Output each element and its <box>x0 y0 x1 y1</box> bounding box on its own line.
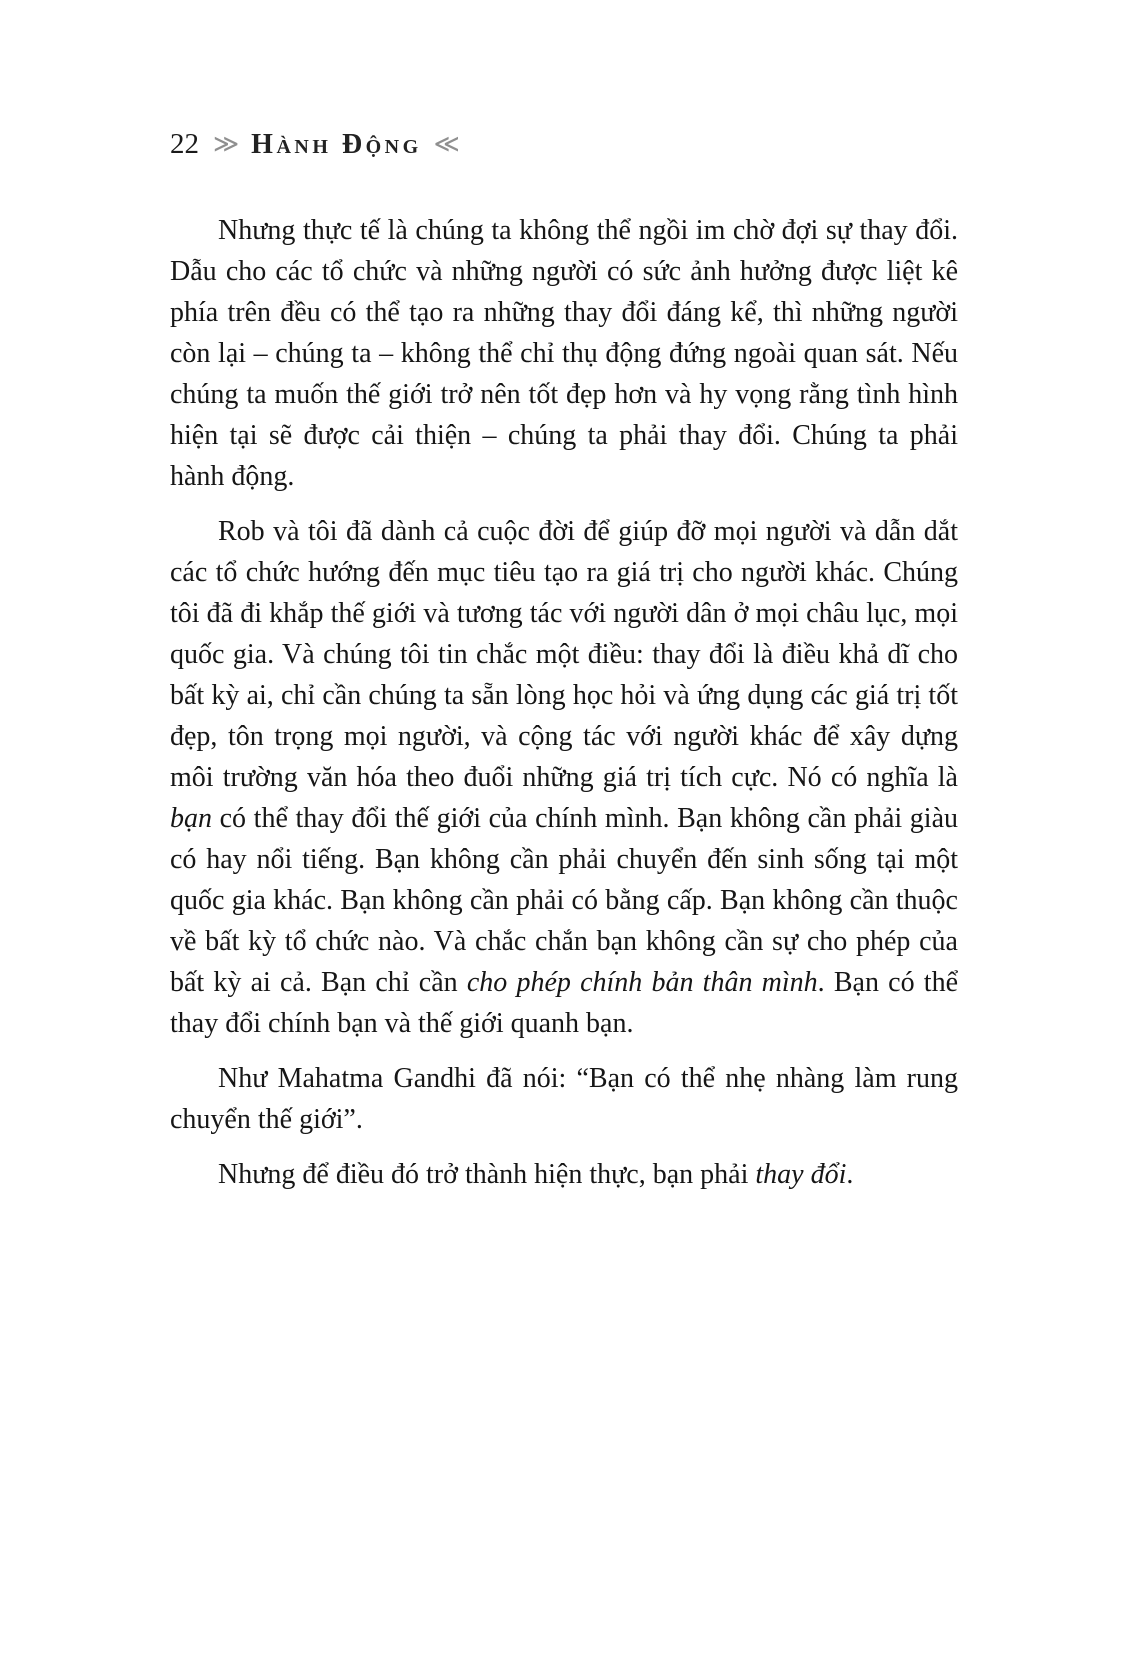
paragraph-4-text: . <box>846 1159 854 1190</box>
paragraph-2-emphasis-ban: bạn <box>170 803 212 834</box>
header-ornament-left-icon: ≫ <box>213 131 240 158</box>
paragraph-4 <box>170 1154 958 1195</box>
paragraph-2 <box>170 511 958 1044</box>
paragraph-4-emphasis-thay-doi: thay đổi <box>755 1159 847 1190</box>
paragraph-1 <box>170 210 958 497</box>
paragraph-2-text: . Bạn có thể thay đổi chính bạn và thế giới quanh bạn. <box>170 967 959 1039</box>
paragraph-2-emphasis-cho-phep: cho phép chính bản thân mình <box>466 967 818 998</box>
chapter-title: Hành Động <box>251 129 422 160</box>
paragraph-2-text: Rob và tôi đã dành cả cuộc đời để giúp đỡ mọi người và dẫn dắt các tổ chức hướng đến mục tiêu tạo ra giá trị cho người khác. Chúng tôi đã đi khắp thế giới và tương tác với người dân ở mọi châu lục, mọi quốc gia. Và chúng tôi tin chắc một điều: thay đổi là điều khả dĩ cho bất kỳ ai, chỉ cần chúng ta sẵn lòng học hỏi và ứng dụng các giá trị tốt đẹp, tôn trọng mọi người, và cộng tác với người khác để xây dựng môi trường văn hóa theo đuổi những giá trị tích cực. Nó có nghĩa là <box>170 516 958 793</box>
paragraph-4-text: Nhưng để điều đó trở thành hiện thực, bạn phải <box>218 1159 756 1190</box>
page-number: 22 <box>170 128 199 160</box>
paragraph-3 <box>170 1058 958 1140</box>
page-body <box>170 210 958 1209</box>
paragraph-1-text: Nhưng thực tế là chúng ta không thể ngồi im chờ đợi sự thay đổi. Dẫu cho các tổ chức và những người có sức ảnh hưởng được liệt kê phía trên đều có thể tạo ra những thay đổi đáng kể, thì những người còn lại – chúng ta – không thể chỉ thụ động đứng ngoài quan sát. Nếu chúng ta muốn thế giới trở nên tốt đẹp hơn và hy vọng rằng tình hình hiện tại sẽ được cải thiện – chúng ta phải thay đổi. Chúng ta phải hành động. <box>170 215 958 492</box>
paragraph-3-text: Như Mahatma Gandhi đã nói: “Bạn có thể nhẹ nhàng làm rung chuyển thế giới”. <box>170 1063 958 1135</box>
header-ornament-right-icon: ≪ <box>433 131 460 158</box>
paragraph-2-text: có thể thay đổi thế giới của chính mình. Bạn không cần phải giàu có hay nổi tiếng. Bạn không cần phải chuyển đến sinh sống tại một quốc gia khác. Bạn không cần phải có bằng cấp. Bạn không cần thuộc về bất kỳ tổ chức nào. Và chắc chắn bạn không cần sự cho phép của bất kỳ ai cả. Bạn chỉ cần <box>170 803 958 998</box>
running-header <box>170 128 460 161</box>
